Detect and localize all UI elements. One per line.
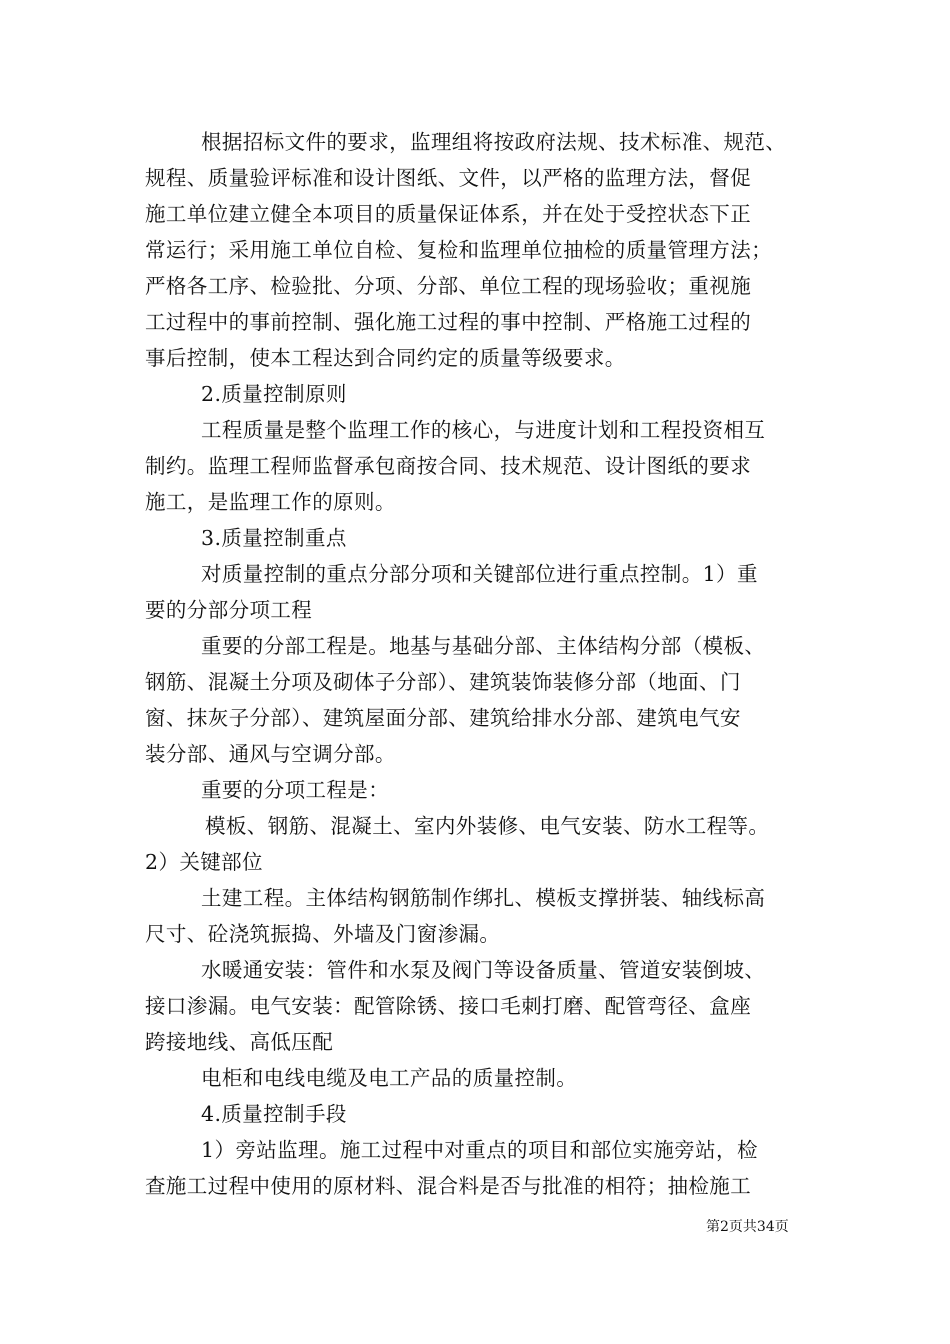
text-line: 钢筋、混凝土分项及砌体子分部）、建筑装饰装修分部（地面、门 [145, 670, 741, 694]
text-line: 尺寸、砼浇筑振捣、外墙及门窗渗漏。 [145, 922, 501, 946]
section-heading: 4.质量控制手段 [201, 1102, 347, 1126]
text-line: 工过程中的事前控制、强化施工过程的事中控制、严格施工过程的 [145, 310, 752, 334]
text-line: 查施工过程中使用的原材料、混合料是否与批准的相符；抽检施工 [145, 1174, 752, 1198]
text-line: 水暖通安装：管件和水泵及阀门等设备质量、管道安装倒坡、 [201, 958, 766, 982]
text-line: 施工，是监理工作的原则。 [145, 490, 396, 514]
text-line: 施工单位建立健全本项目的质量保证体系，并在处于受控状态下正 [145, 202, 752, 226]
section-heading: 2.质量控制原则 [201, 382, 347, 406]
page-number: 第2页共34页 [706, 1219, 789, 1235]
text-line: 2）关键部位 [145, 850, 263, 874]
text-line: 土建工程。主体结构钢筋制作绑扎、模板支撑拼装、轴线标高 [201, 886, 766, 910]
text-line: 制约。监理工程师监督承包商按合同、技术规范、设计图纸的要求 [145, 454, 752, 478]
text-line: 重要的分项工程是： [201, 778, 390, 802]
text-line: 根据招标文件的要求，监理组将按政府法规、技术标准、规范、 [201, 130, 787, 154]
text-line: 跨接地线、高低压配 [145, 1030, 334, 1054]
text-line: 规程、质量验评标准和设计图纸、文件，以严格的监理方法，督促 [145, 166, 752, 190]
text-line: 事后控制，使本工程达到合同约定的质量等级要求。 [145, 346, 626, 370]
text-line: 模板、钢筋、混凝土、室内外装修、电气安装、防水工程等。 [205, 814, 770, 838]
text-line: 装分部、通风与空调分部。 [145, 742, 396, 766]
text-line: 接口渗漏。电气安装：配管除锈、接口毛刺打磨、配管弯径、盒座 [145, 994, 752, 1018]
text-line: 要的分部分项工程 [145, 598, 313, 622]
text-line: 窗、抹灰子分部）、建筑屋面分部、建筑给排水分部、建筑电气安 [145, 706, 741, 730]
text-line: 常运行；采用施工单位自检、复检和监理单位抽检的质量管理方法； [145, 238, 772, 262]
text-line: 对质量控制的重点分部分项和关键部位进行重点控制。1）重 [201, 562, 758, 586]
text-line: 重要的分部工程是。地基与基础分部、主体结构分部（模板、 [201, 634, 766, 658]
text-line: 严格各工序、检验批、分项、分部、单位工程的现场验收；重视施 [145, 274, 752, 298]
text-line: 工程质量是整个监理工作的核心，与进度计划和工程投资相互 [201, 418, 766, 442]
text-line: 电柜和电线电缆及电工产品的质量控制。 [201, 1066, 578, 1090]
text-line: 1）旁站监理。施工过程中对重点的项目和部位实施旁站，检 [201, 1138, 758, 1162]
section-heading: 3.质量控制重点 [201, 526, 347, 550]
